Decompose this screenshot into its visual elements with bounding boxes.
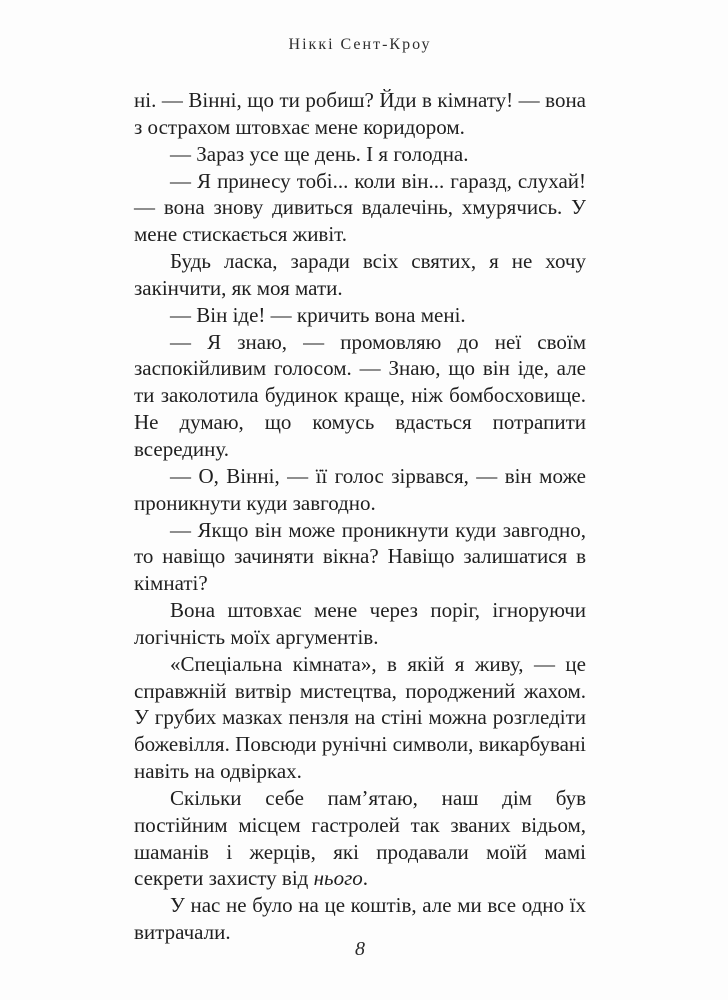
body-text [134,87,586,946]
text-segment: «Спеціальна кімната», в якій я живу, — це справжній витвір мистецтва, породжений жахом. У грубих мазках пензля на стіні можна розгледіти божевілля. Повсюди рунічні символи, викарбувані навіть на одвірках. [134,651,586,784]
page-number: 8 [355,938,365,960]
text-segment: Скільки себе пам’ятаю, наш дім був постійним місцем гастролей так званих відьом, шаманів і жерців, які продавали моїй мамі секрети захисту від [134,785,586,891]
text-segment: — Він іде! — кричить вона мені. [170,302,466,327]
paragraph [134,597,586,651]
paragraph [134,302,586,329]
text-segment: — Я знаю, — промовляю до неї своїм заспокійливим голосом. — Знаю, що він іде, але ти заколотила будинок краще, ніж бомбосховище. Не думаю, що комусь вдасться потрапити всередину. [134,329,586,461]
italic-text: нього [313,866,363,891]
text-segment: Будь ласка, заради всіх святих, я не хочу закінчити, як моя мати. [134,249,586,300]
paragraph [134,87,586,141]
text-segment: — Якщо він може проникнути куди завгодно, то навіщо зачиняти вікна? Навіщо залишатися в кімнаті? [134,517,586,596]
paragraph [134,168,586,249]
paragraph [134,651,586,785]
paragraph [134,329,586,463]
paragraph [134,248,586,302]
paragraph [134,141,586,168]
text-segment: Вона штовхає мене через поріг, ігноруючи логічність моїх аргументів. [134,598,586,649]
text-segment: У нас не було на це коштів, але ми все одно їх витрачали. [134,893,586,945]
paragraph [134,463,586,517]
text-segment: — О, Вінні, — її голос зірвався, — він може проникнути куди завгодно. [134,463,586,515]
paragraph [134,517,586,598]
text-segment: ні. — Вінні, що ти робиш? Йди в кімнату! — вона з острахом штовхає мене коридором. [134,88,586,139]
text-segment: — Я принесу тобі... коли він... гаразд, слухай! — вона знову дивиться вдалечінь, хмурячись. У мене стискається живіт. [134,168,586,247]
running-header: Ніккі Сент-Кроу [288,36,432,53]
paragraph [134,785,586,892]
text-segment: . [362,866,369,891]
text-segment: — Зараз усе ще день. І я голодна. [170,141,469,166]
